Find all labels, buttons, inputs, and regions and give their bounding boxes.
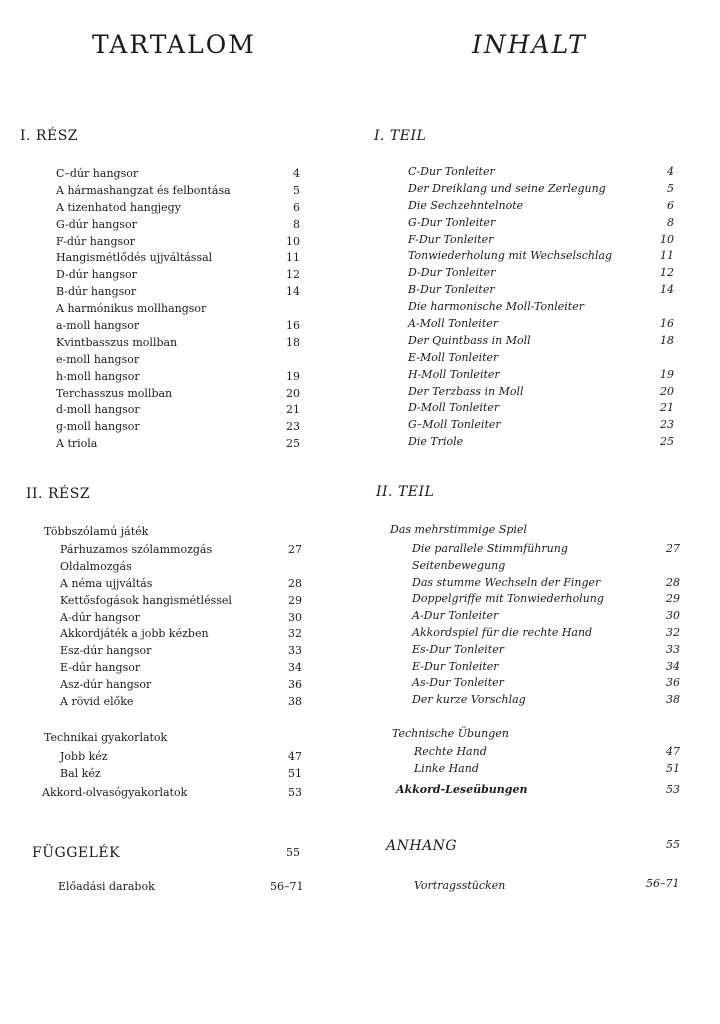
toc-entry — [408, 350, 674, 367]
toc-entry — [56, 436, 300, 453]
toc-entry — [56, 386, 300, 403]
german-title: INHALT — [472, 30, 587, 59]
toc-entry-label: Die Sechzehntelnote — [408, 198, 524, 212]
chord-label: Akkord-Leseübungen — [396, 783, 528, 796]
toc-entry-page: 25 — [660, 435, 674, 449]
toc-entry-page: 33 — [666, 642, 680, 656]
toc-entry-label: Akkordjáték a jobb kézben — [60, 627, 209, 641]
toc-entry — [408, 198, 674, 215]
german-sub2-heading: Technische Übungen — [392, 727, 509, 740]
toc-entry-page: 51 — [666, 761, 680, 775]
toc-entry-label: Jobb kéz — [60, 750, 108, 763]
toc-entry-label: h-moll hangsor — [56, 369, 140, 383]
toc-entry-label: Der Quintbass in Moll — [408, 333, 531, 347]
toc-entry-page: 8 — [293, 217, 300, 231]
toc-entry — [56, 250, 300, 267]
toc-entry — [56, 402, 300, 419]
toc-entry-label: As-Dur Tonleiter — [412, 676, 504, 690]
toc-entry-page: 6 — [667, 198, 674, 212]
toc-entry-page: 5 — [293, 183, 300, 197]
toc-entry — [408, 164, 674, 181]
toc-entry — [412, 675, 680, 692]
toc-entry — [408, 434, 674, 451]
toc-entry — [60, 610, 302, 627]
toc-entry-label: Rechte Hand — [414, 745, 487, 758]
toc-entry-page: 20 — [660, 384, 674, 398]
hungarian-chord-row — [42, 785, 302, 802]
toc-entry — [412, 575, 680, 592]
toc-entry-page: 4 — [667, 165, 674, 178]
toc-entry-label: Die harmonische Moll-Tonleiter — [408, 300, 584, 314]
toc-entry — [412, 692, 680, 709]
toc-entry-label: a-moll hangsor — [56, 319, 140, 333]
toc-entry-label: Bal kéz — [60, 766, 101, 780]
german-appendix-item: Vortragsstücken — [414, 879, 506, 892]
toc-entry — [412, 591, 680, 608]
toc-entry — [56, 419, 300, 436]
toc-entry-label: G–Moll Tonleiter — [408, 418, 501, 432]
german-sub1-list — [412, 541, 680, 709]
toc-entry — [56, 352, 300, 369]
toc-entry-page: 51 — [288, 766, 302, 780]
toc-entry — [56, 183, 300, 200]
toc-entry — [408, 181, 674, 198]
toc-entry — [408, 367, 674, 384]
toc-entry-page: 5 — [667, 181, 674, 195]
toc-entry-page: 16 — [286, 319, 300, 333]
toc-entry-label: C-Dur Tonleiter — [408, 165, 495, 178]
toc-entry-label: C–dúr hangsor — [56, 167, 139, 180]
toc-entry — [408, 248, 674, 265]
toc-entry-page: 4 — [293, 167, 300, 180]
toc-entry-page: 38 — [666, 693, 680, 707]
toc-entry — [60, 694, 302, 711]
toc-entry-label: Linke Hand — [414, 761, 479, 775]
toc-entry-label: D-Moll Tonleiter — [408, 401, 500, 415]
chord-page: 53 — [288, 786, 302, 799]
toc-entry-page: 21 — [286, 403, 300, 417]
toc-entry — [412, 625, 680, 642]
toc-entry-page: 14 — [660, 283, 674, 297]
toc-entry-label: g-moll hangsor — [56, 420, 140, 434]
toc-entry-label: Tonwiederholung mit Wechselschlag — [408, 249, 613, 263]
toc-entry-label: A tizenhatod hangjegy — [56, 200, 181, 214]
hungarian-appendix-heading: FÜGGELÉK — [32, 845, 121, 861]
toc-entry-label: A rövid előke — [60, 695, 134, 709]
german-part1-list — [408, 164, 674, 451]
toc-entry — [408, 265, 674, 282]
hungarian-sub2-list — [60, 749, 302, 783]
toc-entry-page: 14 — [286, 285, 300, 299]
toc-entry-label: Der Terzbass in Moll — [408, 384, 524, 398]
toc-entry-page: 6 — [293, 200, 300, 214]
toc-entry-label: A-Dur Tonleiter — [412, 609, 499, 623]
toc-entry-label: Doppelgriffe mit Tonwiederholung — [412, 592, 604, 606]
toc-entry — [412, 659, 680, 676]
toc-entry-page: 30 — [666, 609, 680, 623]
german-chord-row — [396, 782, 680, 799]
toc-entry-label: Akkordspiel für die rechte Hand — [412, 625, 593, 639]
german-appendix-item-page: 56–71 — [646, 877, 680, 890]
toc-entry-page: 34 — [666, 659, 680, 673]
toc-entry-page: 32 — [666, 625, 680, 639]
toc-entry — [60, 576, 302, 593]
toc-entry-label: Seitenbewegung — [412, 558, 506, 572]
toc-entry-page: 18 — [286, 335, 300, 349]
toc-entry — [408, 417, 674, 434]
toc-entry-page: 27 — [666, 542, 680, 555]
toc-entry-label: e-moll hangsor — [56, 352, 140, 366]
toc-entry — [56, 335, 300, 352]
hungarian-contents-column — [0, 0, 320, 1024]
toc-entry — [56, 301, 300, 318]
toc-entry-label: d-moll hangsor — [56, 403, 140, 417]
toc-entry-page: 21 — [660, 401, 674, 415]
toc-entry — [56, 200, 300, 217]
toc-entry — [414, 744, 680, 761]
toc-entry — [60, 749, 302, 766]
toc-entry — [60, 677, 302, 694]
toc-entry-page: 11 — [660, 249, 674, 263]
toc-entry — [56, 318, 300, 335]
toc-entry-label: Terchasszus mollban — [56, 386, 173, 400]
chord-label: Akkord-olvasógyakorlatok — [42, 786, 188, 799]
toc-entry-label: A hármashangzat és felbontása — [56, 183, 231, 197]
toc-entry — [60, 559, 302, 576]
toc-entry-page: 19 — [660, 367, 674, 381]
toc-entry — [56, 267, 300, 284]
toc-entry — [60, 542, 302, 559]
toc-entry-label: F-Dur Tonleiter — [408, 232, 494, 246]
german-part2-heading: II. TEIL — [376, 484, 435, 500]
toc-entry-label: Hangismétlődés ujjváltással — [56, 251, 213, 265]
toc-entry-label: A harmónikus mollhangsor — [56, 302, 207, 316]
toc-entry — [60, 766, 302, 783]
toc-entry-label: Der kurze Vorschlag — [412, 693, 526, 707]
toc-entry-page: 19 — [286, 369, 300, 383]
toc-entry-page: 27 — [288, 543, 302, 556]
toc-entry-page: 28 — [666, 575, 680, 589]
toc-entry-label: B-dúr hangsor — [56, 285, 137, 299]
toc-entry-page: 23 — [286, 420, 300, 434]
toc-entry — [60, 660, 302, 677]
toc-entry-page: 20 — [286, 386, 300, 400]
german-contents-column — [360, 0, 690, 1024]
toc-entry-label: Kettősfogások hangismétléssel — [60, 593, 232, 607]
toc-entry — [408, 232, 674, 249]
toc-entry — [60, 593, 302, 610]
toc-entry — [56, 166, 300, 183]
toc-entry-label: Asz-dúr hangsor — [60, 678, 152, 692]
hungarian-sub2-heading: Technikai gyakorlatok — [44, 731, 168, 744]
toc-entry-label: Párhuzamos szólammozgás — [60, 543, 213, 556]
toc-entry-page: 47 — [288, 750, 302, 763]
toc-entry — [412, 541, 680, 558]
chord-page: 53 — [666, 783, 680, 796]
toc-entry-label: E-Moll Tonleiter — [408, 350, 499, 364]
toc-entry-page: 16 — [660, 317, 674, 331]
hungarian-part1-list — [56, 166, 300, 453]
german-appendix-heading: ANHANG — [386, 838, 458, 854]
hungarian-part1-heading: I. RÉSZ — [20, 128, 79, 144]
toc-entry-page: 36 — [666, 676, 680, 690]
toc-entry — [408, 384, 674, 401]
toc-entry — [60, 626, 302, 643]
toc-entry-page: 11 — [286, 251, 300, 265]
toc-entry-page: 10 — [660, 232, 674, 246]
toc-entry — [414, 761, 680, 778]
toc-entry-label: Die parallele Stimmführung — [412, 542, 568, 555]
toc-entry — [408, 333, 674, 350]
hungarian-appendix-item: Előadási darabok — [58, 880, 155, 893]
toc-entry — [408, 282, 674, 299]
toc-entry-label: H-Moll Tonleiter — [408, 367, 500, 381]
toc-entry — [412, 558, 680, 575]
toc-entry-label: A triola — [56, 437, 98, 451]
toc-entry — [408, 215, 674, 232]
hungarian-appendix-item-page: 56–71 — [270, 880, 304, 893]
german-part1-heading: I. TEIL — [374, 128, 427, 144]
toc-entry-label: Die Triole — [408, 435, 464, 449]
toc-entry-label: D-dúr hangsor — [56, 268, 137, 282]
hungarian-title: TARTALOM — [92, 30, 256, 59]
toc-entry-label: Der Dreiklang und seine Zerlegung — [408, 181, 606, 195]
toc-entry-page: 25 — [286, 437, 300, 451]
toc-entry-label: B-Dur Tonleiter — [408, 283, 495, 297]
toc-entry-page: 36 — [288, 678, 302, 692]
toc-entry — [408, 316, 674, 333]
toc-entry-label: E-Dur Tonleiter — [412, 659, 499, 673]
german-sub1-heading: Das mehrstimmige Spiel — [390, 523, 527, 536]
toc-entry-label: A néma ujjváltás — [60, 576, 153, 590]
toc-entry-page: 29 — [288, 593, 302, 607]
toc-entry-label: E-dúr hangsor — [60, 661, 141, 675]
toc-entry-label: Das stumme Wechseln der Finger — [412, 575, 601, 589]
toc-entry-label: Oldalmozgás — [60, 559, 132, 573]
toc-entry-label: F-dúr hangsor — [56, 234, 136, 248]
toc-entry-label: Kvintbasszus mollban — [56, 335, 178, 349]
hungarian-sub1-heading: Többszólamú játék — [44, 525, 149, 538]
toc-entry-page: 47 — [666, 745, 680, 758]
toc-entry — [56, 284, 300, 301]
toc-entry-page: 38 — [288, 695, 302, 709]
hungarian-sub1-list — [60, 542, 302, 711]
toc-entry-label: G-dúr hangsor — [56, 217, 137, 231]
toc-entry-page: 10 — [286, 234, 300, 248]
toc-entry — [412, 642, 680, 659]
toc-entry — [56, 369, 300, 386]
toc-entry-page: 8 — [667, 215, 674, 229]
toc-entry-page: 12 — [286, 268, 300, 282]
toc-entry-page: 30 — [288, 610, 302, 624]
toc-entry — [60, 643, 302, 660]
toc-entry-page: 32 — [288, 627, 302, 641]
toc-entry-page: 29 — [666, 592, 680, 606]
toc-entry-label: Es-Dur Tonleiter — [412, 642, 504, 656]
toc-entry-page: 34 — [288, 661, 302, 675]
toc-entry-page: 12 — [660, 266, 674, 280]
toc-entry — [408, 299, 674, 316]
german-appendix-page: 55 — [666, 838, 680, 851]
toc-entry-label: A-dúr hangsor — [60, 610, 140, 624]
hungarian-part2-heading: II. RÉSZ — [26, 486, 91, 502]
toc-entry-label: G-Dur Tonleiter — [408, 215, 496, 229]
toc-entry-label: Esz-dúr hangsor — [60, 644, 152, 658]
toc-entry — [56, 217, 300, 234]
toc-entry-label: A-Moll Tonleiter — [408, 317, 499, 331]
toc-entry — [56, 234, 300, 251]
toc-entry-label: D-Dur Tonleiter — [408, 266, 496, 280]
toc-entry-page: 28 — [288, 576, 302, 590]
german-sub2-list — [414, 744, 680, 778]
hungarian-appendix-page: 55 — [286, 846, 300, 859]
toc-entry-page: 33 — [288, 644, 302, 658]
toc-entry — [408, 400, 674, 417]
toc-entry-page: 23 — [660, 418, 674, 432]
toc-entry — [412, 608, 680, 625]
toc-entry-page: 18 — [660, 333, 674, 347]
